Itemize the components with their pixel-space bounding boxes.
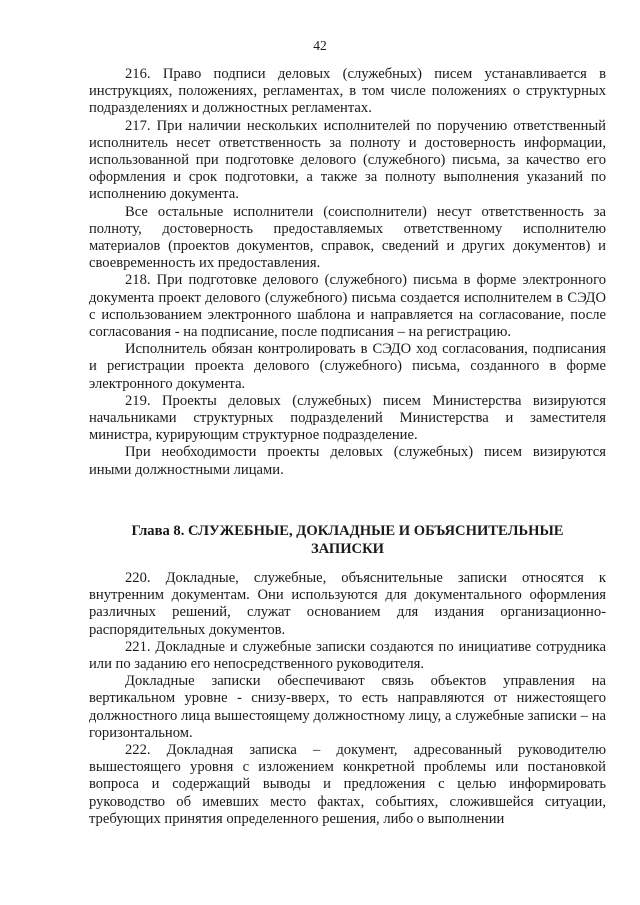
paragraph-221-reports: Докладные записки обеспечивают связь объектов управления на вертикальном уровне - снизу-вверх, то есть направляются от нижестоящего должностного лица вышестоящему должностному лицу, а служебные записки – на горизонтальном.: [89, 673, 606, 741]
paragraph-216: 216. Право подписи деловых (служебных) писем устанавливается в инструкциях, положениях, регламентах, в том числе положениях о структурных подразделениях и должностных регламентах.: [89, 66, 606, 117]
chapter-heading: [89, 522, 606, 558]
paragraph-218-control: Исполнитель обязан контролировать в СЭДО ход согласования, подписания и регистрации проекта делового (служебного) письма, созданного в форме электронного документа.: [89, 341, 606, 392]
page-number: 42: [313, 38, 327, 53]
chapter-heading-line1: Глава 8. СЛУЖЕБНЫЕ, ДОКЛАДНЫЕ И ОБЪЯСНИТЕЛЬНЫЕ: [131, 523, 564, 539]
paragraph-217: 217. При наличии нескольких исполнителей по поручению ответственный исполнитель несет ответственность за полноту и достоверность информации, использованной при подготовке делового (служебного) письма, за качество его оформления и срок подготовки, а также за полноту выполнения указаний по исполнению документа.: [89, 117, 606, 203]
paragraph-221: 221. Докладные и служебные записки создаются по инициативе сотрудника или по заданию его непосредственного руководителя.: [89, 638, 606, 673]
chapter-heading-line2: ЗАПИСКИ: [310, 541, 385, 557]
body-text-top: [89, 66, 606, 479]
paragraph-217-coexecutors: Все остальные исполнители (соисполнители) несут ответственность за полноту, достоверность предоставляемых ответственному исполнителю материалов (проектов документов, справок, сведений и других документов) и своевременность их предоставления.: [89, 203, 606, 272]
paragraph-222: 222. Докладная записка – документ, адресованный руководителю вышестоящего уровня с изложением конкретной проблемы или постановкой вопроса и содержащий выводы и предложения с целью информировать руководство об имевших место фактах, событиях, сложившейся ситуации, требующих принятия определенного решения, либо о выполнении: [89, 742, 606, 827]
paragraph-218: 218. При подготовке делового (служебного) письма в форме электронного документа проект делового (служебного) письма создается исполнителем в СЭДО с использованием электронного шаблона и направляется на согласование, после согласования - на подписание, после подписания – на регистрацию.: [89, 272, 606, 341]
paragraph-220: 220. Докладные, служебные, объяснительные записки относятся к внутренним документам. Они используются для документального оформления различных решений, служат основанием для издания организационно-распорядительных документов.: [89, 570, 606, 638]
paragraph-219: 219. Проекты деловых (служебных) писем Министерства визируются начальниками структурных подразделений Министерства и заместителя министра, курирующим структурное подразделение.: [89, 392, 606, 444]
paragraph-219-other: При необходимости проекты деловых (служебных) писем визируются иными должностными лицами.: [89, 444, 606, 478]
body-text-bottom: [89, 570, 606, 828]
